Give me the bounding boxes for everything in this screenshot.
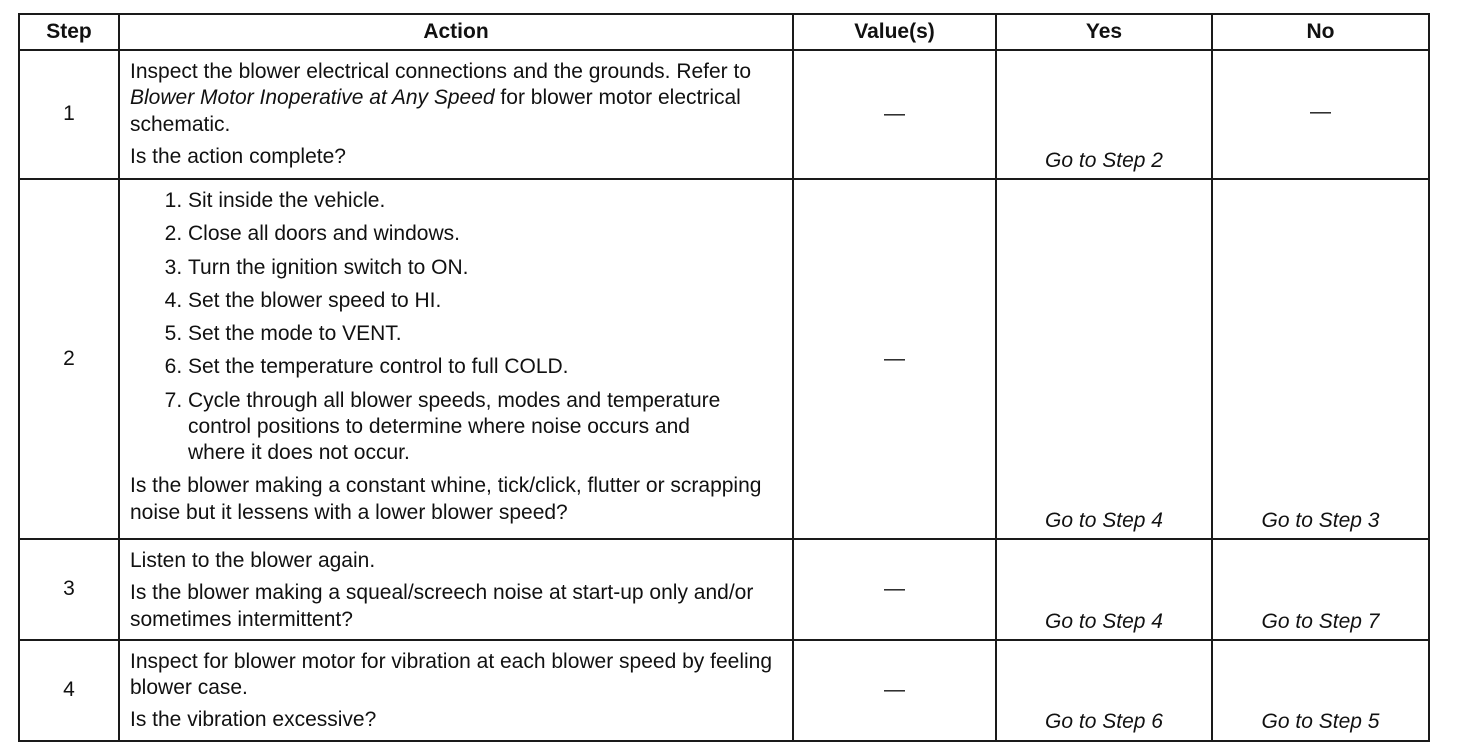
no-cell: Go to Step 7 [1212, 539, 1429, 640]
table-body [19, 50, 1429, 741]
table-header [19, 14, 1429, 50]
no-cell: — [1212, 50, 1429, 179]
action-question: Is the blower making a constant whine, tick/click, flutter or scrapping noise but it lessens with a lower blower speed? [130, 474, 762, 524]
table-row-step-1 [19, 50, 1429, 179]
list-item: 2. Close all doors and windows. [188, 221, 782, 247]
action-cell [119, 179, 793, 539]
table-row-step-3 [19, 539, 1429, 640]
table-row-step-2 [19, 179, 1429, 539]
action-text: Inspect for blower motor for vibration at each blower speed by feeling blower case. [130, 649, 773, 699]
yes-cell: Go to Step 2 [996, 50, 1212, 179]
value-cell: — [793, 50, 996, 179]
list-item: 7. Cycle through all blower speeds, modes and temperature control positions to determine where noise occurs and where it does not occur. [188, 388, 782, 467]
header-no: No [1212, 14, 1429, 50]
action-cell [119, 50, 793, 179]
action-question: Is the blower making a squeal/screech noise at start-up only and/or sometimes intermittent? [130, 581, 754, 631]
header-values: Value(s) [793, 14, 996, 50]
header-yes: Yes [996, 14, 1212, 50]
action-text-post: for blower motor electrical schematic. [130, 86, 741, 136]
step-number: 4 [19, 640, 119, 741]
list-item: 4. Set the blower speed to HI. [188, 288, 782, 314]
diagnostic-table [18, 13, 1430, 742]
value-cell: — [793, 179, 996, 539]
value-cell: — [793, 539, 996, 640]
step-number: 3 [19, 539, 119, 640]
yes-cell: Go to Step 6 [996, 640, 1212, 741]
header-action: Action [119, 14, 793, 50]
action-text-reference: Blower Motor Inoperative at Any Speed [130, 86, 495, 110]
yes-cell: Go to Step 4 [996, 179, 1212, 539]
list-item: 5. Set the mode to VENT. [188, 321, 782, 347]
step-number: 1 [19, 50, 119, 179]
step-number: 2 [19, 179, 119, 539]
action-text [130, 59, 782, 138]
action-text: Listen to the blower again. [130, 549, 376, 572]
list-item: 1. Sit inside the vehicle. [188, 188, 782, 214]
header-step: Step [19, 14, 119, 50]
no-cell: Go to Step 5 [1212, 640, 1429, 741]
table-row-step-4 [19, 640, 1429, 741]
list-item: 3. Turn the ignition switch to ON. [188, 255, 782, 281]
action-question: Is the vibration excessive? [130, 708, 377, 732]
no-cell: Go to Step 3 [1212, 179, 1429, 539]
list-item: 6. Set the temperature control to full COLD. [188, 354, 782, 380]
action-question: Is the action complete? [130, 144, 346, 168]
action-text-pre: Inspect the blower electrical connections and the grounds. Refer to [130, 60, 752, 83]
action-cell [119, 539, 793, 640]
action-cell [119, 640, 793, 741]
yes-cell: Go to Step 4 [996, 539, 1212, 640]
value-cell: — [793, 640, 996, 741]
header-row [19, 14, 1429, 50]
action-steps-list [130, 188, 782, 466]
